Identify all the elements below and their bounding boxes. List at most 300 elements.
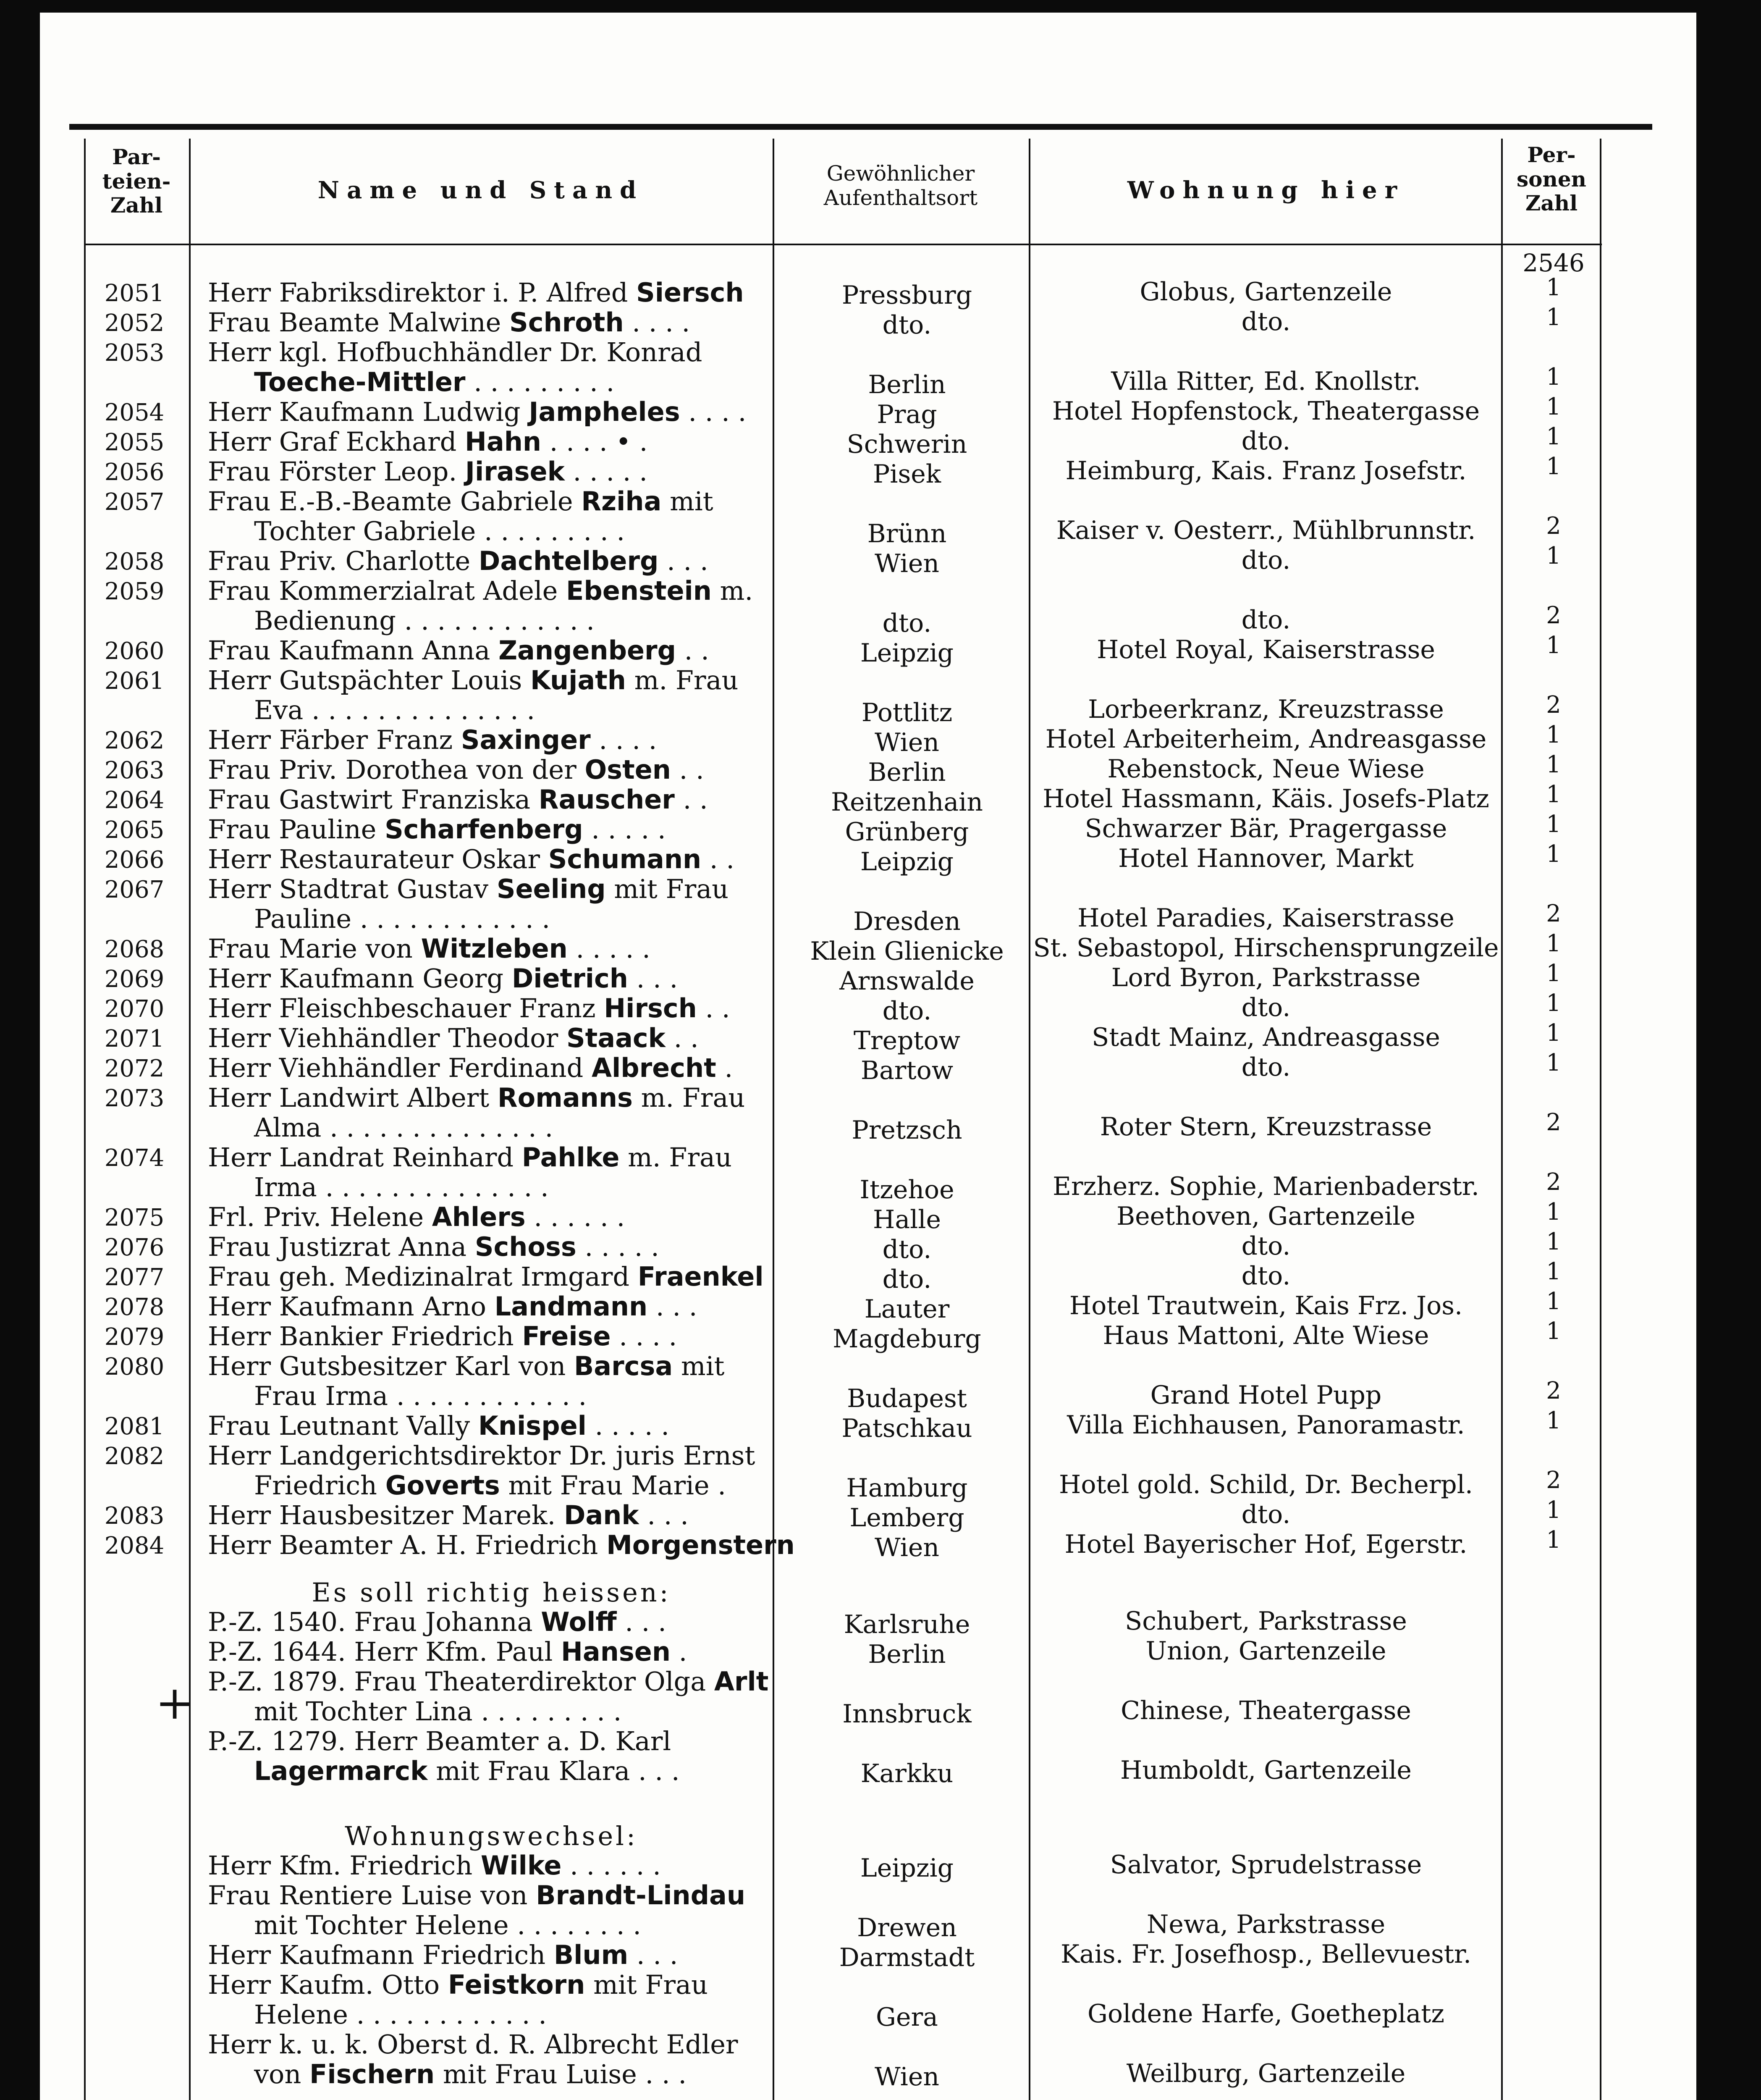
- persons-count: 1: [1546, 840, 1561, 868]
- party-number: 2083: [104, 1502, 165, 1530]
- residence-place: Darmstadt: [839, 1943, 975, 1972]
- entry-text: Frau Leutnant Vally: [208, 1410, 478, 1441]
- lodging-address: Schubert, Parkstrasse: [1125, 1606, 1407, 1636]
- entry-dots: . . . . . . . . . . . . . .: [317, 1172, 549, 1202]
- surname: Dietrich: [511, 963, 628, 994]
- lodging-address: dto.: [1241, 1053, 1291, 1082]
- party-number: 2061: [104, 667, 165, 695]
- party-number: 2054: [104, 399, 165, 426]
- entry-dots: . . . . .: [567, 933, 650, 964]
- entry-dots: . . . . . . . . . . . . . .: [303, 695, 535, 725]
- party-number: 2084: [104, 1532, 165, 1559]
- party-number: 2058: [104, 548, 165, 575]
- persons-count: 1: [1546, 960, 1561, 987]
- entry-name-line: [208, 426, 770, 457]
- surname: Wilke: [480, 1850, 562, 1881]
- residence-place: Reitzenhain: [831, 788, 983, 817]
- entry-name-line: [208, 1023, 770, 1053]
- surname: Ahlers: [432, 1202, 526, 1232]
- party-number: 2078: [104, 1294, 165, 1321]
- entry-name-line: [208, 307, 770, 338]
- entry-name-line: [208, 665, 770, 696]
- residence-place: Dresden: [853, 907, 961, 936]
- entry-name-line: [208, 1606, 770, 1637]
- entry-text: Herr Färber Franz: [208, 724, 461, 755]
- lodging-address: Lord Byron, Parkstrasse: [1111, 963, 1421, 992]
- persons-count: 1: [1546, 363, 1561, 391]
- lodging-address: Roter Stern, Kreuzstrasse: [1100, 1112, 1432, 1142]
- entry-name-line: [254, 605, 770, 636]
- party-number: 2052: [104, 310, 165, 337]
- surname: Staack: [566, 1023, 666, 1053]
- entry-name-line: [208, 1053, 770, 1083]
- entry-name-line: [254, 1696, 770, 1727]
- party-number: 2075: [104, 1204, 165, 1231]
- lodging-address: Kais. Fr. Josefhosp., Bellevuestr.: [1060, 1940, 1472, 1969]
- residence-place: Patschkau: [841, 1414, 972, 1443]
- entry-text: Herr Kaufmann Friedrich: [208, 1940, 554, 1970]
- entry-dots: .: [716, 1053, 733, 1083]
- surname: Schroth: [509, 307, 624, 338]
- entry-text: P.-Z. 1879. Frau Theaterdirektor Olga: [208, 1666, 714, 1697]
- entry-text: Herr Gutsbesitzer Karl von: [208, 1351, 574, 1381]
- entry-dots: mit Frau Klara . . .: [427, 1756, 680, 1786]
- header-aufenthaltsort: Gewöhnlicher Aufenthaltsort: [823, 161, 978, 210]
- entry-dots: . . . . . . . . . . . .: [351, 903, 550, 934]
- lodging-address: Chinese, Theatergasse: [1121, 1696, 1411, 1725]
- entry-dots: . . . . . . . . .: [476, 516, 625, 546]
- entry-dots: . . . . • .: [541, 426, 648, 457]
- entry-dots: . . . .: [590, 724, 657, 755]
- changes-title: Wohnungswechsel:: [345, 1821, 638, 1851]
- persons-count: 1: [1546, 930, 1561, 957]
- lodging-address: Rebenstock, Neue Wiese: [1107, 754, 1425, 784]
- persons-count: 1: [1546, 1318, 1561, 1345]
- lodging-address: Weilburg, Gartenzeile: [1126, 2059, 1406, 2088]
- entry-dots: . . . . . . . .: [508, 1910, 641, 1940]
- entry-text: Herr kgl. Hofbuchhändler Dr. Konrad: [208, 337, 702, 368]
- entry-text: Frau Förster Leop.: [208, 456, 465, 487]
- residence-place: Gera: [876, 2003, 938, 2032]
- entry-text: Herr k. u. k. Oberst d. R. Albrecht Edler: [208, 2029, 738, 2060]
- entry-text: Herr Kaufm. Otto: [208, 1969, 448, 2000]
- party-number: 2066: [104, 846, 165, 874]
- residence-place: dto.: [882, 996, 932, 1026]
- entry-text: Frau Irma: [254, 1381, 388, 1411]
- lodging-address: dto.: [1241, 307, 1291, 336]
- residence-place: Itzehoe: [860, 1175, 954, 1205]
- party-number: 2065: [104, 816, 165, 844]
- entry-text: Irma: [254, 1172, 317, 1202]
- entry-dots: . . . .: [624, 307, 690, 338]
- entry-text: Frau Kommerzialrat Adele: [208, 575, 566, 606]
- residence-place: Grünberg: [845, 817, 969, 847]
- residence-place: Lauter: [864, 1294, 950, 1324]
- entry-text: P.-Z. 1279. Herr Beamter a. D. Karl: [208, 1726, 671, 1756]
- column-line: [84, 139, 86, 2100]
- lodging-address: Hotel Paradies, Kaiserstrasse: [1077, 903, 1454, 933]
- persons-count: 1: [1546, 781, 1561, 808]
- entry-text: Frau Rentiere Luise von: [208, 1880, 536, 1911]
- entry-name-line: [254, 516, 770, 546]
- residence-place: Budapest: [847, 1384, 967, 1413]
- surname: Osten: [584, 754, 671, 785]
- entry-dots: . . . . .: [564, 456, 647, 487]
- persons-count: 1: [1546, 990, 1561, 1017]
- entry-text: Herr Viehhändler Ferdinand: [208, 1053, 592, 1083]
- entry-dots: . . . . .: [583, 814, 666, 845]
- residence-place: Brünn: [867, 519, 947, 549]
- party-number: 2079: [104, 1323, 165, 1351]
- column-line: [189, 139, 191, 2100]
- lodging-address: dto.: [1241, 1261, 1291, 1291]
- residence-place: Pisek: [873, 459, 941, 489]
- entry-name-line: [208, 1142, 770, 1173]
- persons-count: 1: [1546, 1198, 1561, 1226]
- entry-name-line: [208, 1351, 770, 1381]
- surname: Toeche-Mittler: [254, 367, 466, 397]
- entry-text: Herr Landgerichtsdirektor Dr. juris Ernst: [208, 1440, 755, 1471]
- surname: Lagermarck: [254, 1756, 428, 1786]
- entry-dots: . . . . . . . . . . . .: [388, 1381, 587, 1411]
- lodging-address: dto.: [1241, 1231, 1291, 1261]
- entry-dots: . . .: [658, 546, 708, 576]
- surname: Freise: [522, 1321, 611, 1352]
- party-number: 2082: [104, 1443, 165, 1470]
- surname: Seeling: [496, 874, 606, 904]
- entry-dots: . . . . .: [576, 1231, 659, 1262]
- party-number: 2073: [104, 1085, 165, 1112]
- entry-name-line: [208, 1880, 770, 1911]
- surname: Saxinger: [461, 724, 591, 755]
- entry-name-line: [208, 1850, 770, 1881]
- entry-dots: mit Frau Luise . . .: [435, 2059, 687, 2090]
- entry-name-line: [254, 903, 770, 934]
- entry-text: Herr Graf Eckhard: [208, 426, 465, 457]
- header-parteien-zahl: Par- teien- Zahl: [102, 144, 171, 218]
- party-number: 2074: [104, 1144, 165, 1172]
- entry-name-line: [208, 1726, 770, 1756]
- entry-text: Frau Kaufmann Anna: [208, 635, 499, 666]
- party-number: 2053: [104, 339, 165, 367]
- entry-name-line: [208, 814, 770, 845]
- entry-name-line: [208, 575, 770, 606]
- corrections-title: Es soll richtig heissen:: [312, 1577, 671, 1608]
- lodging-address: Erzherz. Sophie, Marienbaderstr.: [1053, 1172, 1479, 1201]
- party-number: 2062: [104, 727, 165, 754]
- party-number: 2080: [104, 1353, 165, 1381]
- persons-count: 1: [1546, 1258, 1561, 1285]
- surname: Siersch: [636, 277, 744, 308]
- lodging-address: Beethoven, Gartenzeile: [1116, 1202, 1415, 1231]
- margin-mark: +: [155, 1676, 194, 1730]
- party-number: 2064: [104, 787, 165, 814]
- header-wohnung: Wohnung hier: [1127, 176, 1405, 204]
- entry-text: Herr Viehhändler Theodor: [208, 1023, 566, 1053]
- entry-text: Herr Kaufmann Ludwig: [208, 396, 529, 427]
- party-number: 2076: [104, 1234, 165, 1261]
- surname: Witzleben: [421, 933, 568, 964]
- lodging-address: Humboldt, Gartenzeile: [1120, 1756, 1412, 1785]
- entry-name-line: [254, 1112, 770, 1143]
- persons-count: 2: [1546, 1467, 1561, 1494]
- header-personen-zahl: Per- sonen Zahl: [1516, 142, 1586, 215]
- entry-text: von: [254, 2059, 309, 2090]
- entry-dots: . .: [674, 784, 708, 815]
- entry-text: Herr Landwirt Albert: [208, 1082, 498, 1113]
- party-number: 2070: [104, 995, 165, 1023]
- entry-name-line: [208, 933, 770, 964]
- residence-place: Pretzsch: [852, 1116, 962, 1145]
- entry-name-line: [208, 1261, 770, 1292]
- lodging-address: Hotel gold. Schild, Dr. Becherpl.: [1059, 1470, 1473, 1499]
- persons-count: 1: [1546, 751, 1561, 778]
- entry-dots: . . .: [628, 963, 678, 994]
- entry-name-line: [208, 1940, 770, 1970]
- entry-dots: mit: [661, 486, 713, 517]
- lodging-address: Hotel Trautwein, Kais Frz. Jos.: [1069, 1291, 1463, 1320]
- entry-name-line: [208, 546, 770, 576]
- surname: Zangenberg: [498, 635, 676, 666]
- entry-dots: mit Frau: [585, 1969, 708, 2000]
- entry-name-line: [254, 1910, 770, 1940]
- residence-place: Leipzig: [860, 638, 954, 668]
- entry-dots: . . . . . . . . . . . .: [396, 605, 595, 636]
- surname: Fischern: [309, 2059, 435, 2090]
- entry-name-line: [208, 1082, 770, 1113]
- entry-text: Herr Landrat Reinhard: [208, 1142, 522, 1173]
- entry-name-line: [208, 844, 770, 874]
- entry-dots: mit Frau Marie .: [500, 1470, 726, 1501]
- entry-text: Frau geh. Medizinalrat Irmgard: [208, 1261, 638, 1292]
- entry-name-line: [208, 1530, 795, 1560]
- header-rule: [84, 244, 1602, 245]
- party-number: 2068: [104, 936, 165, 963]
- entry-text: Herr Bankier Friedrich: [208, 1321, 522, 1352]
- party-number: 2063: [104, 757, 165, 784]
- header-name-stand: Name und Stand: [317, 176, 644, 204]
- party-number: 2057: [104, 488, 165, 516]
- residence-place: Pressburg: [841, 281, 972, 310]
- residence-place: Pottlitz: [861, 698, 953, 727]
- surname: Morgenstern: [606, 1530, 795, 1560]
- entry-name-line: [208, 486, 770, 517]
- lodging-address: St. Sebastopol, Hirschensprungzeile: [1033, 933, 1499, 963]
- lodging-address: Schwarzer Bär, Pragergasse: [1085, 814, 1447, 843]
- entry-dots: . . .: [639, 1500, 689, 1530]
- entry-name-line: [208, 874, 770, 904]
- persons-count: 1: [1546, 542, 1561, 570]
- residence-place: Lemberg: [849, 1503, 964, 1533]
- surname: Brandt-Lindau: [536, 1880, 746, 1911]
- entry-text: Herr Stadtrat Gustav: [208, 874, 497, 904]
- entry-name-line: [254, 1381, 770, 1411]
- party-number: 2072: [104, 1055, 165, 1082]
- persons-count: 2: [1546, 1168, 1561, 1196]
- persons-count: 1: [1546, 1407, 1561, 1434]
- persons-count: 1: [1546, 393, 1561, 420]
- surname: Jirasek: [465, 456, 565, 487]
- lodging-address: Villa Eichhausen, Panoramastr.: [1067, 1410, 1465, 1440]
- surname: Wolff: [541, 1606, 617, 1637]
- persons-count: 1: [1546, 1049, 1561, 1076]
- entry-dots: . . . . . . . . . . . . . .: [321, 1112, 553, 1143]
- lodging-address: dto.: [1241, 426, 1291, 456]
- entry-dots: m. Frau: [626, 665, 739, 696]
- surname: Fraenkel: [637, 1261, 764, 1292]
- entry-text: Herr Fleischbeschauer Franz: [208, 993, 604, 1024]
- lodging-address: Hotel Arbeiterheim, Andreasgasse: [1045, 724, 1487, 754]
- entry-text: Pauline: [254, 903, 352, 934]
- scan-border-right: [1696, 0, 1761, 2100]
- persons-count: 1: [1546, 1526, 1561, 1554]
- surname: Arlt: [714, 1666, 769, 1697]
- entry-text: Frau Beamte Malwine: [208, 307, 510, 338]
- column-line: [1600, 139, 1601, 2100]
- entry-dots: . .: [665, 1023, 699, 1053]
- residence-place: Hamburg: [846, 1473, 968, 1503]
- residence-place: Berlin: [868, 758, 946, 787]
- entry-dots: . .: [697, 993, 730, 1024]
- entry-text: Herr Kaufmann Georg: [208, 963, 512, 994]
- surname: Goverts: [385, 1470, 500, 1501]
- lodging-address: dto.: [1241, 1500, 1291, 1529]
- lodging-address: Hotel Bayerischer Hof, Egerstr.: [1064, 1530, 1468, 1559]
- entry-dots: . . . .: [611, 1321, 677, 1352]
- entry-text: Herr Hausbesitzer Marek.: [208, 1500, 564, 1530]
- residence-place: dto.: [882, 310, 932, 340]
- lodging-address: Kaiser v. Oesterr., Mühlbrunnstr.: [1056, 516, 1476, 545]
- persons-count: 2: [1546, 691, 1561, 719]
- persons-count: 1: [1546, 1496, 1561, 1524]
- party-number: 2056: [104, 459, 165, 486]
- entry-name-line: [208, 1666, 770, 1697]
- party-number: 2069: [104, 966, 165, 993]
- entry-name-line: [208, 963, 770, 994]
- lodging-address: Globus, Gartenzeile: [1140, 277, 1392, 307]
- surname: Hirsch: [604, 993, 697, 1024]
- entry-text: Alma: [254, 1112, 322, 1143]
- surname: Hahn: [465, 426, 542, 457]
- lodging-address: Hotel Hassmann, Käis. Josefs-Platz: [1043, 784, 1489, 814]
- entry-text: Frl. Priv. Helene: [208, 1202, 432, 1232]
- entry-text: Eva: [254, 695, 304, 725]
- lodging-address: dto.: [1241, 605, 1291, 635]
- residence-place: Wien: [875, 549, 939, 578]
- residence-place: Karkku: [860, 1759, 954, 1788]
- entry-name-line: [208, 1321, 770, 1352]
- residence-place: Wien: [875, 1533, 939, 1562]
- persons-count: 2: [1546, 602, 1561, 629]
- residence-place: Leipzig: [860, 847, 954, 877]
- entry-name-line: [208, 1291, 770, 1322]
- lodging-address: Goldene Harfe, Goetheplatz: [1088, 1999, 1444, 2029]
- entry-name-line: [208, 1969, 770, 2000]
- entry-name-line: [208, 277, 770, 308]
- entry-dots: .: [670, 1636, 687, 1667]
- entry-name-line: [254, 1470, 770, 1501]
- entry-name-line: [254, 695, 770, 725]
- persons-count: 1: [1546, 1019, 1561, 1047]
- residence-place: Klein Glienicke: [810, 937, 1004, 966]
- persons-count: 1: [1546, 453, 1561, 480]
- residence-place: Berlin: [868, 1640, 946, 1669]
- entry-text: mit Tochter Lina: [254, 1696, 473, 1727]
- lodging-address: Heimburg, Kais. Franz Josefstr.: [1065, 456, 1467, 486]
- surname: Blum: [553, 1940, 629, 1970]
- party-number: 2071: [104, 1025, 165, 1053]
- persons-count: 1: [1546, 423, 1561, 450]
- entry-text: Herr Kfm. Friedrich: [208, 1850, 481, 1881]
- entry-dots: . . .: [616, 1606, 666, 1637]
- residence-place: dto.: [882, 1235, 932, 1264]
- persons-count: 1: [1546, 811, 1561, 838]
- residence-place: dto.: [882, 609, 932, 638]
- entry-dots: . .: [701, 844, 735, 874]
- entry-dots: . . .: [647, 1291, 697, 1322]
- lodging-address: Grand Hotel Pupp: [1150, 1381, 1382, 1410]
- residence-place: Wien: [875, 2062, 939, 2092]
- persons-count: 2: [1546, 900, 1561, 927]
- party-number: 2055: [104, 429, 165, 456]
- entry-dots: m. Frau: [619, 1142, 732, 1173]
- residence-place: Magdeburg: [833, 1324, 981, 1354]
- entry-name-line: [208, 396, 770, 427]
- scan-border-left: [0, 0, 40, 2100]
- entry-dots: . . . . . . . . . . . .: [348, 1999, 547, 2030]
- residence-place: Wien: [875, 728, 939, 757]
- surname: Pahlke: [521, 1142, 620, 1173]
- entry-name-line: [208, 784, 770, 815]
- entry-name-line: [208, 1231, 770, 1262]
- entry-text: Friedrich: [254, 1470, 385, 1501]
- entry-name-line: [208, 635, 770, 666]
- entry-text: Frau Gastwirt Franziska: [208, 784, 539, 815]
- persons-count: 1: [1546, 1228, 1561, 1255]
- entry-text: Frau Justizrat Anna: [208, 1231, 475, 1262]
- residence-place: Prag: [877, 400, 937, 429]
- entry-name-line: [208, 1440, 770, 1471]
- surname: Albrecht: [591, 1053, 716, 1083]
- residence-place: Treptow: [853, 1026, 961, 1055]
- lodging-address: dto.: [1241, 993, 1291, 1022]
- party-number: 2060: [104, 638, 165, 665]
- persons-count: 2: [1546, 512, 1561, 540]
- surname: Rziha: [581, 486, 662, 517]
- lodging-address: Union, Gartenzeile: [1145, 1636, 1386, 1666]
- surname: Jampheles: [529, 396, 680, 427]
- entry-name-line: [208, 1500, 770, 1530]
- entry-name-line: [254, 1999, 770, 2030]
- party-number: 2051: [104, 280, 165, 307]
- lodging-address: dto.: [1241, 546, 1291, 575]
- residence-place: Schwerin: [846, 430, 967, 459]
- entry-text: P.-Z. 1644. Herr Kfm. Paul: [208, 1636, 561, 1667]
- surname: Ebenstein: [566, 575, 712, 606]
- entry-text: Herr Beamter A. H. Friedrich: [208, 1530, 607, 1560]
- lodging-address: Hotel Royal, Kaiserstrasse: [1097, 635, 1435, 664]
- entry-name-line: [254, 367, 770, 397]
- entry-name-line: [208, 2029, 770, 2060]
- lodging-address: Hotel Hopfenstock, Theatergasse: [1052, 396, 1480, 426]
- entry-dots: mit: [673, 1351, 725, 1381]
- entry-dots: . . . . . .: [561, 1850, 661, 1881]
- entry-dots: . . .: [628, 1940, 678, 1970]
- surname: Schumann: [548, 844, 702, 874]
- lodging-address: Lorbeerkranz, Kreuzstrasse: [1088, 695, 1444, 724]
- entry-text: Frau Pauline: [208, 814, 385, 845]
- entry-text: Tochter Gabriele: [254, 516, 476, 546]
